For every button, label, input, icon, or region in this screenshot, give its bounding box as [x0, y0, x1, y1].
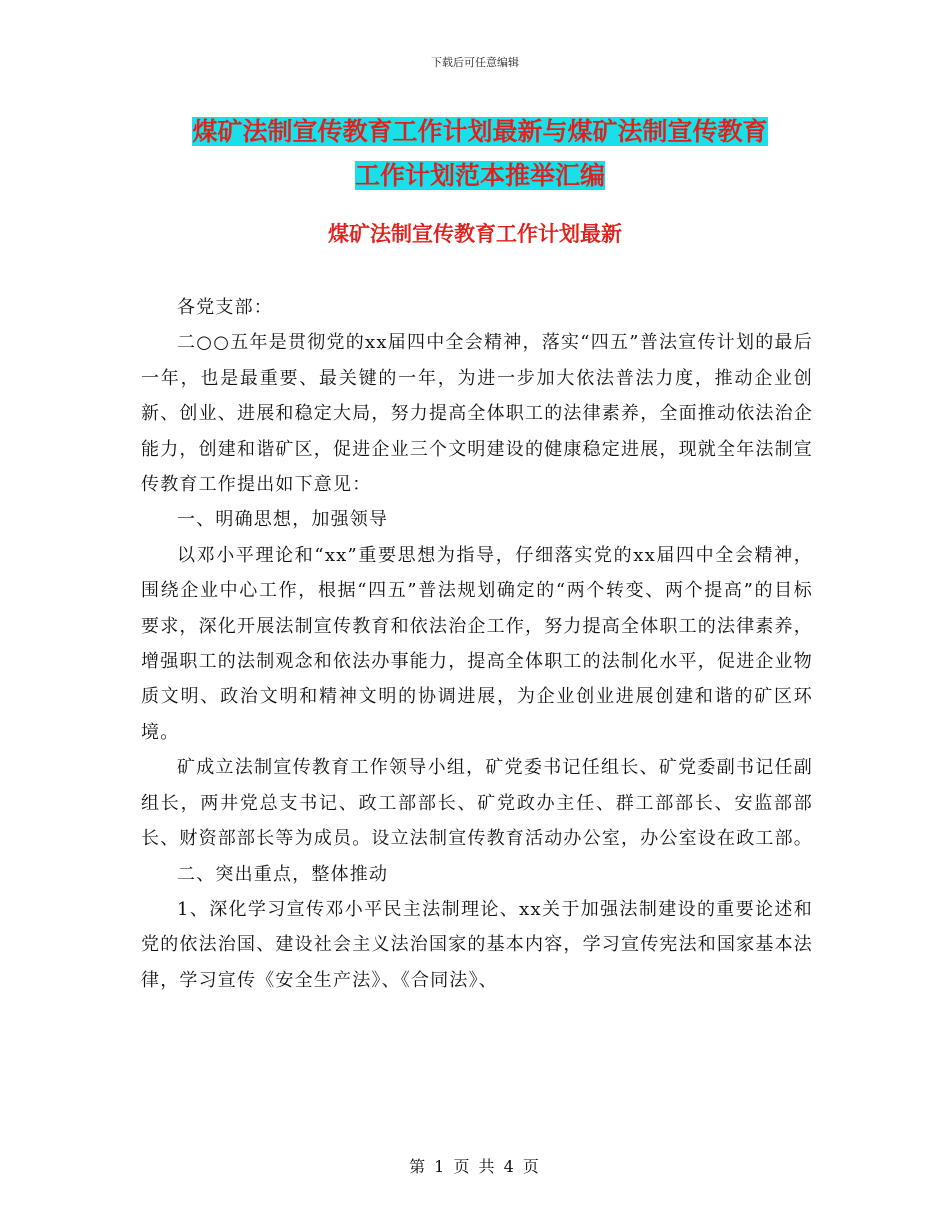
- section-heading: 二、突出重点，整体推动: [177, 863, 389, 885]
- title-line-1: 煤矿法制宣传教育工作计划最新与煤矿法制宣传教育: [192, 117, 768, 146]
- header-note: 下载后可任意编辑: [431, 56, 519, 69]
- body-text: [141, 290, 813, 998]
- paragraph: 矿成立法制宣传教育工作领导小组，矿党委书记任组长、矿党委副书记任副组长，两井党总支书记、政工部部长、矿党政办主任、群工部部长、安监部部长、财资部部长等为成员。设立法制宣传教育活动办公室，办公室设在政工部。: [141, 757, 813, 850]
- salutation: 各党支部：: [177, 297, 273, 318]
- paragraph: 以邓小平理论和“xx”重要思想为指导，仔细落实党的xx届四中全会精神，围绕企业中心工作，根据“四五”普法规划确定的“两个转变、两个提高”的目标要求，深化开展法制宣传教育和依法治企工作，努力提高全体职工的法律素养，增强职工的法制观念和依法办事能力，提高全体职工的法制化水平，促进企业物质文明、政治文明和精神文明的协调进展，为企业创业进展创建和谐的矿区环境。: [141, 544, 813, 743]
- paragraph: 1、深化学习宣传邓小平民主法制理论、xx关于加强法制建设的重要论述和党的依法治国、建设社会主义法治国家的基本内容，学习宣传宪法和国家基本法律，学习宣传《安全生产法》、《合同法》、: [141, 898, 813, 991]
- document-title: [140, 110, 820, 198]
- page-footer: 第 1 页 共 4 页: [409, 1157, 541, 1176]
- section-heading: 一、明确思想，加强领导: [177, 509, 389, 531]
- title-line-2: 工作计划范本推举汇编: [354, 161, 605, 190]
- paragraph: 二○○五年是贯彻党的xx届四中全会精神，落实“四五”普法宣传计划的最后一年，也是最重要、最关键的一年，为进一步加大依法普法力度，推动企业创新、创业、进展和稳定大局，努力提高全体职工的法律素养，全面推动依法治企能力，创建和谐矿区，促进企业三个文明建设的健康稳定进展，现就全年法制宣传教育工作提出如下意见：: [141, 332, 813, 496]
- section-title: 煤矿法制宣传教育工作计划最新: [328, 222, 622, 246]
